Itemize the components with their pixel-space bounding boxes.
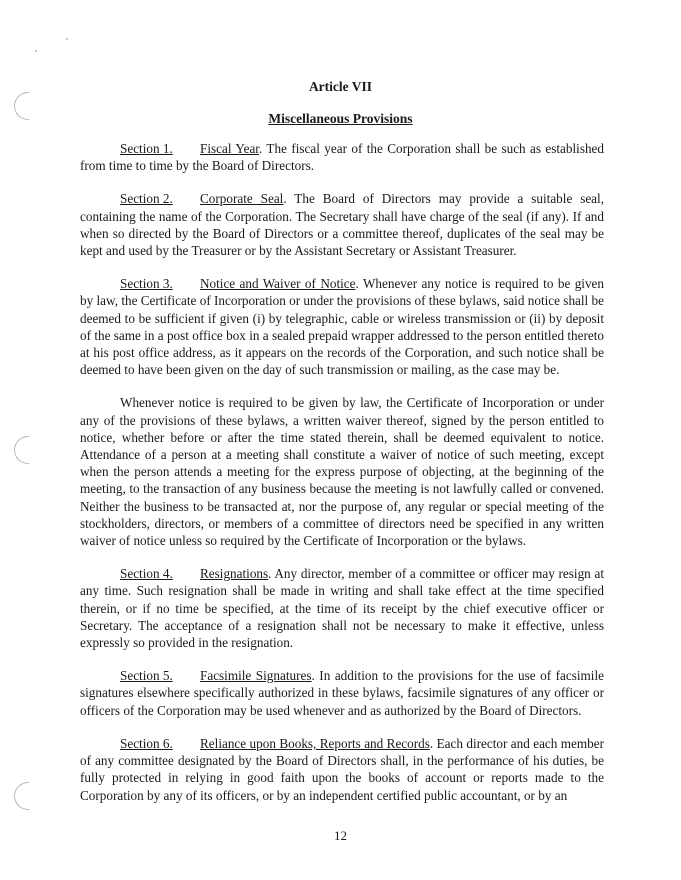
article-subtitle: Miscellaneous Provisions — [268, 111, 413, 126]
section-text: . Each director and each member of any committee designated by the Board of Directors shall, in the performance of his duties, be fully protected in relying in good faith upon the books of account or reports made to the Corporation by any of its officers, or by an independent certified public accountant, or by an — [80, 735, 605, 803]
section-2-paragraph — [80, 190, 604, 259]
section-heading: Facsimile Signatures — [200, 668, 312, 684]
section-heading: Reliance upon Books, Reports and Records — [200, 735, 430, 751]
section-heading: Corporate Seal — [200, 191, 284, 207]
document-body — [80, 140, 604, 820]
section-number: Section 2. — [120, 191, 173, 207]
section-text: . The fiscal year of the Corporation shall be such as established from time to time by the Board of Directors. — [80, 141, 604, 174]
scan-speck — [66, 38, 68, 40]
section-heading: Notice and Waiver of Notice — [200, 276, 356, 292]
section-text: . Whenever any notice is required to be given by law, the Certificate of Incorporation or under the provisions of these bylaws, said notice shall be deemed to be sufficient if given (i) by telegraphic, cable or wireless transmission or (ii) by deposit of the same in a post office box in a sealed prepaid wrapper addressed to the person entitled thereto at his post office address, as it appears on the records of the Corporation, and such notice shall be deemed to have been given on the day of such transmission or mailing, as the case may be. — [80, 276, 604, 378]
section-text: . The Board of Directors may provide a suitable seal, containing the name of the Corporation. The Secretary shall have charge of the seal (if any). If and when so directed by the Board of Directors or a committee thereof, duplicates of the seal may be kept and used by the Treasurer or by the Assistant Secretary or Assistant Treasurer. — [80, 191, 604, 259]
section-number: Section 4. — [120, 566, 173, 582]
punch-hole-bottom — [14, 782, 29, 810]
section-heading: Resignations — [200, 566, 269, 582]
section-number: Section 1. — [120, 141, 173, 156]
section-5-paragraph — [80, 667, 604, 719]
page-number: 12 — [334, 828, 347, 843]
section-number: Section 5. — [120, 668, 173, 684]
section-1-paragraph — [80, 140, 604, 174]
section-4-paragraph — [80, 565, 604, 651]
article-title: Article VII — [308, 79, 373, 94]
waiver-paragraph: Whenever notice is required to be given by law, the Certificate of Incorporation or under any of the provisions of these bylaws, a written waiver thereof, signed by the person entitled to notice, whether before or after the time stated therein, shall be deemed equivalent to notice. Attendance of a person at a meeting shall constitute a waiver of notice of such meeting, except when the person attends a meeting for the express purpose of objecting, at the beginning of the meeting, to the transaction of any business because the meeting is not lawfully called or convened. Neither the business to be transacted at, nor the purpose of, any regular or special meeting of the stockholders, directors, or members of a committee of directors need be specified in any written waiver of notice unless so required by the Certificate of Incorporation or the bylaws. — [80, 395, 604, 549]
section-text: . Any director, member of a committee or officer may resign at any time. Such resignation shall be made in writing and shall take effect at the time specified therein, or if no time be specified, at the time of its receipt by the chief executive officer or Secretary. The acceptance of a resignation shall not be necessary to make it effective, unless expressly so provided in the resignation. — [80, 566, 604, 651]
punch-hole-middle — [14, 436, 29, 464]
section-text: . In addition to the provisions for the use of facsimile signatures elsewhere specifically authorized in these bylaws, facsimile signatures of any officer or officers of the Corporation may be used whenever and as authorized by the Board of Directors. — [80, 668, 604, 718]
section-3-paragraph — [80, 275, 604, 378]
section-number: Section 3. — [120, 276, 173, 292]
scan-speck — [35, 50, 37, 52]
section-heading: Fiscal Year — [200, 141, 259, 156]
section-number: Section 6. — [120, 735, 173, 751]
section-6-paragraph — [80, 735, 604, 804]
